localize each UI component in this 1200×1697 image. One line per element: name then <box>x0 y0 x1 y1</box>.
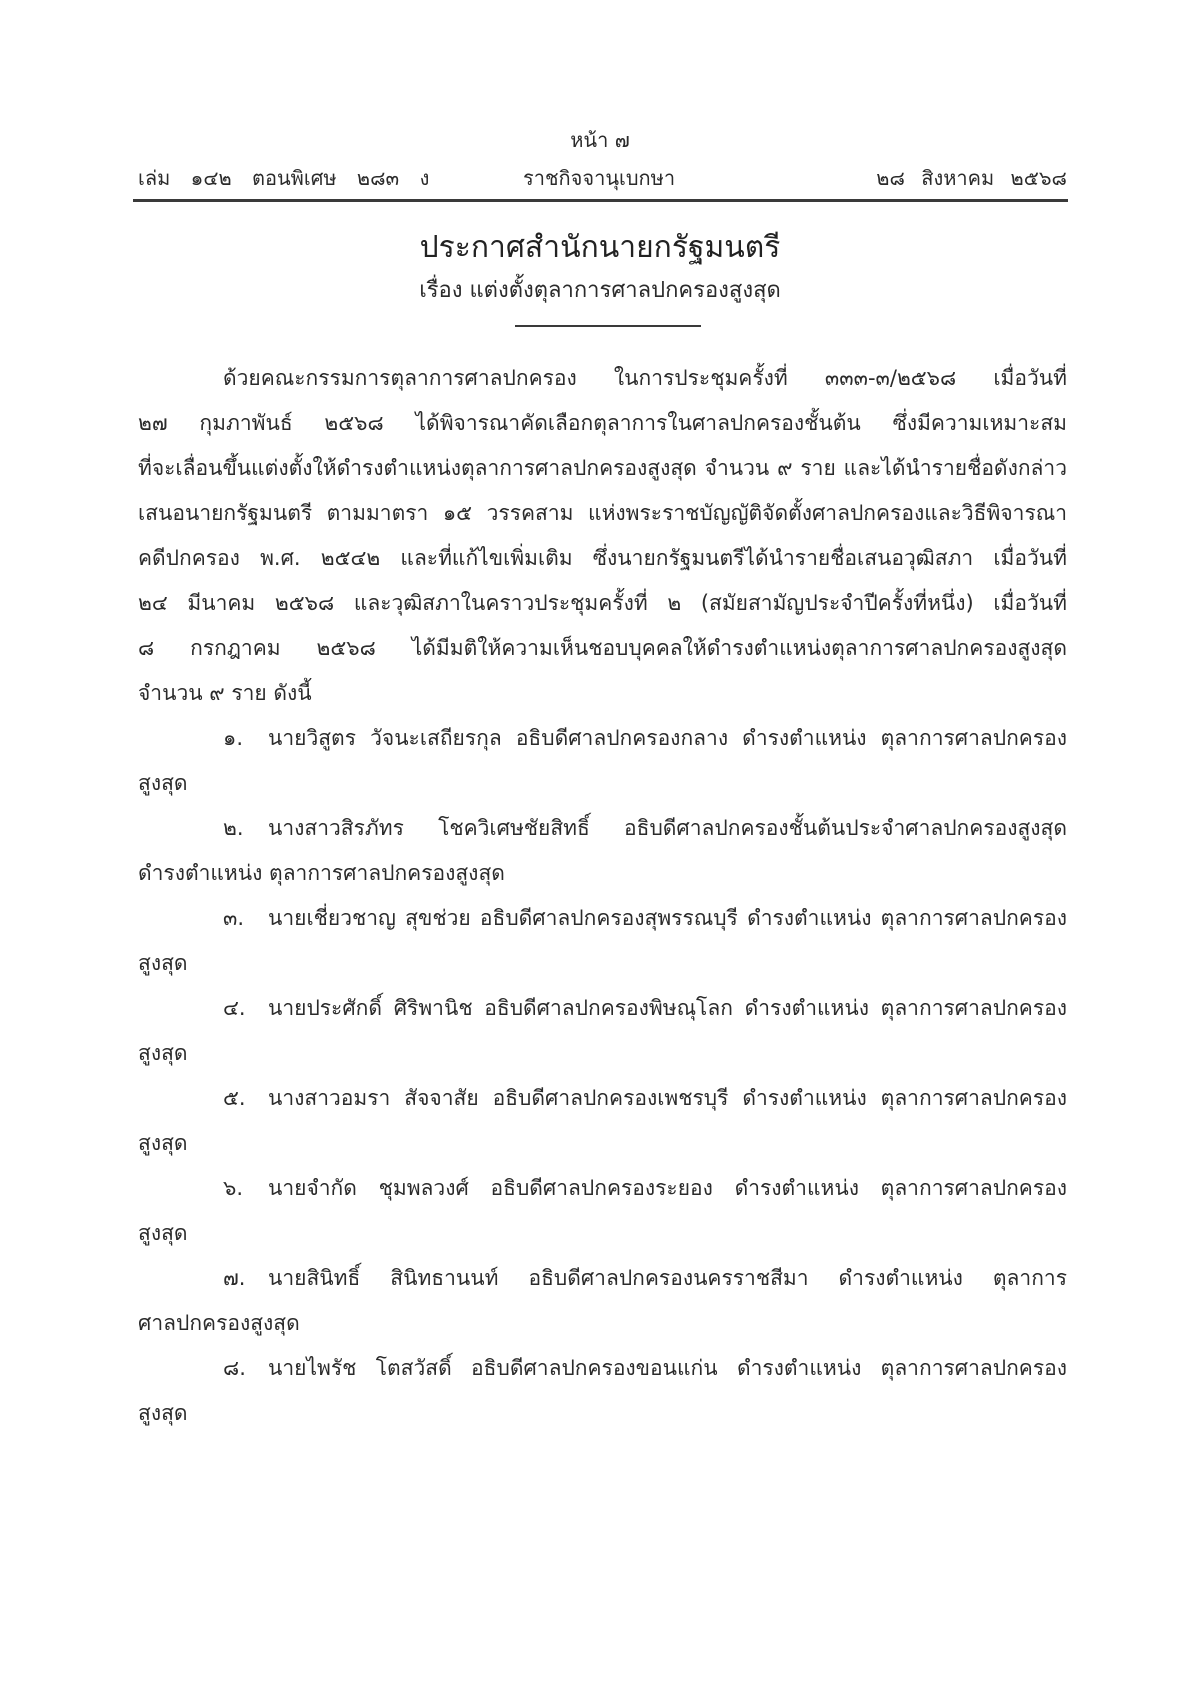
item-line: นางสาวสิรภัทร โชควิเศษชัยสิทธิ์ อธิบดีศาลปกครองชั้นต้นประจำศาลปกครองสูงสุด <box>268 816 1067 840</box>
item-line: ศาลปกครองสูงสุด <box>138 1311 300 1335</box>
publication-name: ราชกิจจานุเบกษา <box>523 166 676 190</box>
item-line: นายสินิทธิ์ สินิทธานนท์ อธิบดีศาลปกครองนครราชสีมา ดำรงตำแหน่ง ตุลาการ <box>268 1266 1067 1290</box>
item-line: สูงสุด <box>138 1221 188 1245</box>
item-line: สูงสุด <box>138 1401 188 1425</box>
page-number: หน้า ๗ <box>570 128 630 152</box>
announcement-subject: เรื่อง แต่งตั้งตุลาการศาลปกครองสูงสุด <box>419 278 781 303</box>
item-line: สูงสุด <box>138 951 188 975</box>
item-line: นายวิสูตร วัจนะเสถียรกุล อธิบดีศาลปกครองกลาง ดำรงตำแหน่ง ตุลาการศาลปกครอง <box>268 726 1067 750</box>
preamble-line: เสนอนายกรัฐมนตรี ตามมาตรา ๑๕ วรรคสาม แห่งพระราชบัญญัติจัดตั้งศาลปกครองและวิธีพิจารณา <box>138 501 1067 525</box>
item-line: สูงสุด <box>138 771 188 795</box>
preamble-line: ที่จะเลื่อนขึ้นแต่งตั้งให้ดำรงตำแหน่งตุลาการศาลปกครองสูงสุด จำนวน ๙ ราย และได้นำรายชื่อดังกล่าว <box>138 456 1067 480</box>
preamble-line: ๘ กรกฎาคม ๒๕๖๘ ได้มีมติให้ความเห็นชอบบุคคลให้ดำรงตำแหน่งตุลาการศาลปกครองสูงสุด <box>138 636 1067 660</box>
preamble-line: ๒๗ กุมภาพันธ์ ๒๕๖๘ ได้พิจารณาคัดเลือกตุลาการในศาลปกครองชั้นต้น ซึ่งมีความเหมาะสม <box>138 411 1067 435</box>
item-line: นายเชี่ยวชาญ สุขช่วย อธิบดีศาลปกครองสุพรรณบุรี ดำรงตำแหน่ง ตุลาการศาลปกครอง <box>268 906 1067 930</box>
title-divider <box>515 325 701 327</box>
item-line: นายไพรัช โตสวัสดิ์ อธิบดีศาลปกครองขอนแก่น ดำรงตำแหน่ง ตุลาการศาลปกครอง <box>268 1356 1067 1380</box>
item-line: นายจำกัด ชุมพลวงศ์ อธิบดีศาลปกครองระยอง ดำรงตำแหน่ง ตุลาการศาลปกครอง <box>268 1176 1067 1200</box>
preamble-line: คดีปกครอง พ.ศ. ๒๕๔๒ และที่แก้ไขเพิ่มเติม ซึ่งนายกรัฐมนตรีได้นำรายชื่อเสนอวุฒิสภา เมื่อวันที่ <box>138 546 1067 570</box>
item-line: นายประศักดิ์ ศิริพานิช อธิบดีศาลปกครองพิษณุโลก ดำรงตำแหน่ง ตุลาการศาลปกครอง <box>268 996 1067 1020</box>
preamble-line: ๒๔ มีนาคม ๒๕๖๘ และวุฒิสภาในคราวประชุมครั้งที่ ๒ (สมัยสามัญประจำปีครั้งที่หนึ่ง) เมื่อวันที่ <box>138 591 1067 615</box>
item-number: ๑. <box>223 726 244 750</box>
item-line: นางสาวอมรา สัจจาสัย อธิบดีศาลปกครองเพชรบุรี ดำรงตำแหน่ง ตุลาการศาลปกครอง <box>268 1086 1067 1110</box>
item-line: สูงสุด <box>138 1041 188 1065</box>
item-line: สูงสุด <box>138 1131 188 1155</box>
header-rule <box>133 199 1068 202</box>
item-number: ๘. <box>223 1356 246 1380</box>
item-number: ๗. <box>223 1266 246 1290</box>
publication-date: ๒๘ สิงหาคม ๒๕๖๘ <box>876 166 1067 190</box>
announcement-title: ประกาศสำนักนายกรัฐมนตรี <box>419 230 781 265</box>
item-line: ดำรงตำแหน่ง ตุลาการศาลปกครองสูงสุด <box>138 861 505 885</box>
item-number: ๖. <box>223 1176 244 1200</box>
preamble-line: จำนวน ๙ ราย ดังนี้ <box>138 681 312 705</box>
item-number: ๒. <box>223 816 244 840</box>
preamble-line: ด้วยคณะกรรมการตุลาการศาลปกครอง ในการประชุมครั้งที่ ๓๓๓-๓/๒๕๖๘ เมื่อวันที่ <box>223 366 1067 390</box>
item-number: ๕. <box>223 1086 246 1110</box>
volume-issue: เล่ม ๑๔๒ ตอนพิเศษ ๒๘๓ ง <box>138 166 430 190</box>
item-number: ๔. <box>223 996 246 1020</box>
item-number: ๓. <box>223 906 245 930</box>
